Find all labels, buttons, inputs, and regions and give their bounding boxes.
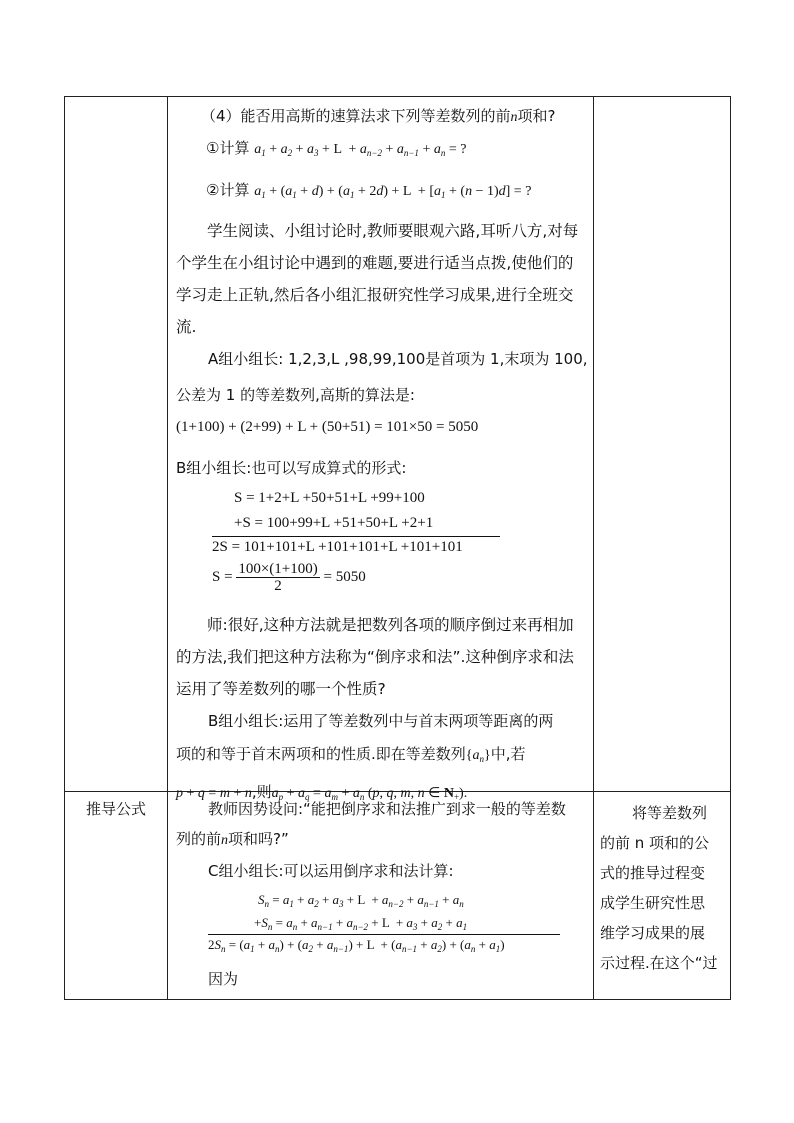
stage-cell-empty <box>65 97 168 792</box>
sn-line-2: $+S_n = a_n + a_{n-1} + a_{n-2} + L + a_3 + a_2 + a_1$ <box>254 915 468 932</box>
note-line: 将等差数列 <box>632 804 708 822</box>
question-4: （4）能否用高斯的速算法求下列等差数列的前n项和? <box>201 107 556 125</box>
group-a-formula: (1+100) + (2+99) + L + (50+51) = 101×50 = 5050 <box>176 419 479 435</box>
sn-line-3: $2S_n = (a_1 + a_n) + (a_2 + a_{n-1}) + L + (a_{n-1} + a_2) + (a_n + a_1)$ <box>208 937 505 954</box>
teacher-paragraph: 师:很好,这种方法就是把数列各项的顺序倒过来再相加 的方法,我们把这种方法称为“倒序求和法”.这种倒序求和法 运用了等差数列的哪一个性质? <box>176 616 574 698</box>
content-cell <box>168 792 594 1000</box>
sum-line-3: 2S = 101+101+L +101+101+L +101+101 <box>212 539 463 555</box>
note-line: 式的推导过程变 <box>600 864 706 882</box>
calc-2: ②计算 $a_1 + (a_1 + d) + (a_1 + 2d) + L + [a_1 + (n - 1)d]$ = ? <box>206 181 532 200</box>
group-a-line1: A组小组长: 1,2,3,L ,98,99,100是首项为 1,末项为 100, <box>208 350 588 368</box>
sum-line-2: +S = 100+99+L +51+50+L +2+1 <box>234 515 434 531</box>
sum-line-4: S = $\frac{100\times(1+100)}{2}$ = 5050 <box>212 561 366 594</box>
table-row <box>65 792 731 1000</box>
teacher-question-line2: 列的前n项和吗?” <box>176 830 289 848</box>
lesson-table <box>64 96 731 1000</box>
group-b2-line3: p + q = m + n,则$a_p + a_q = a_m + a_n$ (p, q, m, n ∈ $N_+$). <box>176 783 468 802</box>
sum-line-1: S = 1+2+L +50+51+L +99+100 <box>234 490 425 506</box>
group-b2-line2: 项的和等于首末两项和的性质.即在等差数列$\{a_n\}$中,若 <box>176 745 526 764</box>
sn-line-1: $S_n = a_1 + a_2 + a_3 + L + a_{n-2} + a_{n-1} + a_n$ <box>258 892 464 909</box>
group-b2-line1: B组小组长:运用了等差数列中与首末两项等距离的两 <box>208 712 554 730</box>
group-b-intro: B组小组长:也可以写成算式的形式: <box>176 459 407 477</box>
note-line: 的前 n 项和的公 <box>600 834 710 852</box>
discussion-paragraph: 学生阅读、小组讨论时,教师要眼观六路,耳听八方,对每 个学生在小组讨论中遇到的难题,要进行适当点拨,使他们的 学习走上正轨,然后各小组汇报研究性学习成果,进行全班交 流. <box>176 222 579 336</box>
stage-cell <box>65 792 168 1000</box>
group-a-line2: 公差为 1 的等差数列,高斯的算法是: <box>176 386 415 404</box>
sum-rule <box>212 536 500 537</box>
teaching-note <box>594 792 730 978</box>
teacher-question-line1: 教师因势设问:“能把倒序求和法推广到求一般的等差数 <box>208 800 566 818</box>
sn-rule <box>208 934 560 935</box>
because-text: 因为 <box>208 970 239 988</box>
stage-label: 推导公式 <box>85 800 146 818</box>
note-line: 示过程.在这个“过 <box>600 954 718 972</box>
table-row <box>65 97 731 792</box>
note-line: 成学生研究性思 <box>600 894 706 912</box>
note-line: 维学习成果的展 <box>600 924 706 942</box>
calc-1: ①计算 $a_1 + a_2 + a_3 + L + a_{n-2} + a_{n-1} + a_n$ = ? <box>206 139 467 158</box>
group-c-intro: C组小组长:可以运用倒序求和法计算: <box>208 862 454 880</box>
note-cell <box>594 792 731 1000</box>
content-cell <box>168 97 594 802</box>
note-cell-empty <box>594 97 731 792</box>
